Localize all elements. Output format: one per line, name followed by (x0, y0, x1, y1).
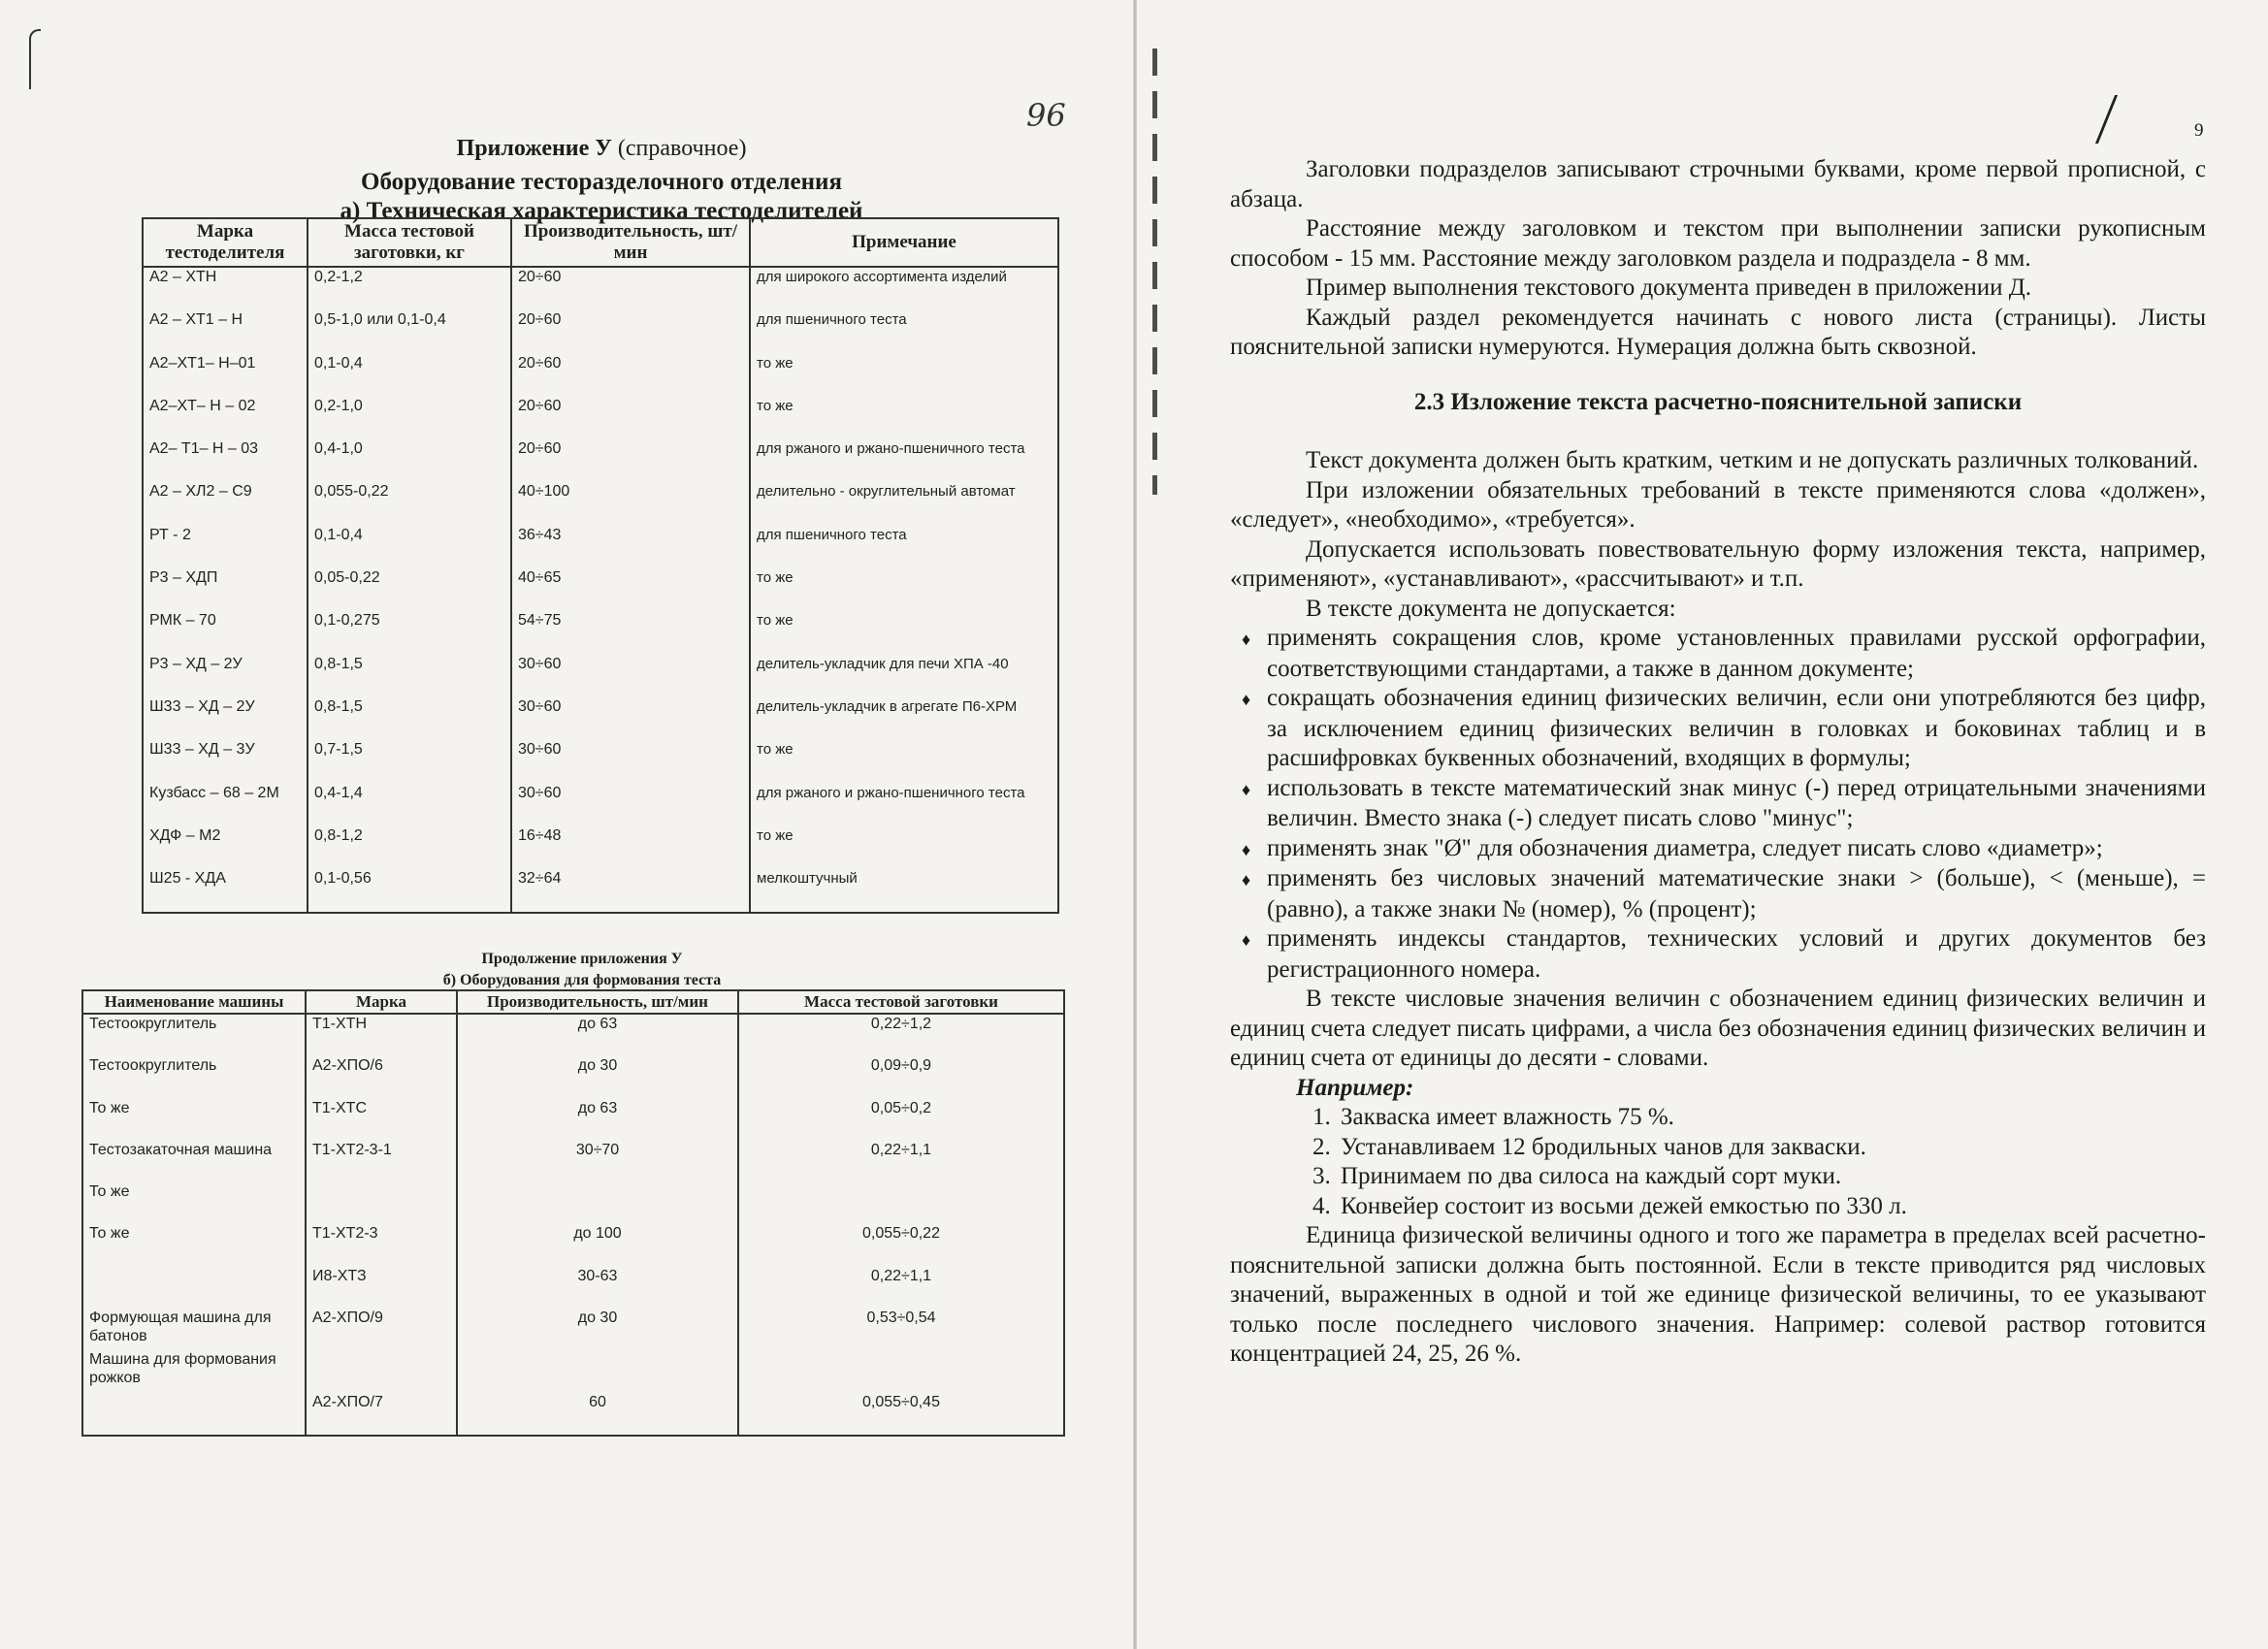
table-cell-name (82, 1267, 306, 1309)
table-cell-note: то же (750, 740, 1058, 783)
dough-divider-table (142, 217, 1059, 914)
table-row (143, 439, 1058, 482)
paragraph: Расстояние между заголовком и текстом при выполнении записки рукописным способом - 15 мм. Расстояние между заголовком раздела и подраздела - 8 мм. (1230, 215, 2206, 272)
bullet-item: ♦ применять без числовых значений математические знаки > (больше), < (меньше), = (равно), а также знаки № (номер), % (процент); (1230, 864, 2206, 924)
table-row (82, 1267, 1064, 1309)
table-cell-note: делительно - округлительный автомат (750, 482, 1058, 525)
table-cell-perf: 40÷100 (511, 482, 750, 525)
table-cell-mark: РМК – 70 (143, 611, 308, 654)
table-row (143, 826, 1058, 869)
table-row (82, 1224, 1064, 1266)
table-cell-mark: ХДФ – М2 (143, 826, 308, 869)
table-cell-perf: 30÷70 (457, 1141, 738, 1182)
table-header-row (82, 990, 1064, 1014)
annex-title-main: Приложение У (456, 136, 612, 161)
column-header: Наименование машины (82, 990, 306, 1014)
forming-equipment-table (81, 989, 1065, 1437)
table-cell-mass: 0,2-1,0 (308, 397, 511, 439)
table-cell-mark: А2 – ХЛ2 – С9 (143, 482, 308, 525)
table-body (82, 1014, 1064, 1436)
table-cell-note: мелкоштучный (750, 869, 1058, 913)
table-cell-mass: 0,53÷0,54 (738, 1309, 1064, 1350)
table-row (82, 1141, 1064, 1182)
table-cell-mark (306, 1182, 457, 1224)
table-cell-perf: до 30 (457, 1056, 738, 1098)
table-cell-mark: А2– Т1– Н – 03 (143, 439, 308, 482)
table-cell-mass: 0,1-0,56 (308, 869, 511, 913)
table-row (143, 611, 1058, 654)
table-cell-mark: А2 – ХТ1 – Н (143, 310, 308, 353)
table-cell-note: делитель-укладчик для печи ХПА -40 (750, 655, 1058, 697)
table-cell-mass: 0,09÷0,9 (738, 1056, 1064, 1098)
table-cell-mass: 0,05÷0,2 (738, 1099, 1064, 1141)
table-cell-mass (738, 1182, 1064, 1224)
column-header: Марка (306, 990, 457, 1014)
table-cell-note: то же (750, 611, 1058, 654)
paragraph: Каждый раздел рекомендуется начинать с нового листа (страницы). Листы пояснительной записки нумеруются. Нумерация должна быть сквозной. (1230, 304, 2206, 360)
table-cell-name: Тестоокруглитель (82, 1014, 306, 1056)
table-b-subtitle: б) Оборудования для формования теста (442, 972, 722, 988)
table-cell-mass: 0,22÷1,2 (738, 1014, 1064, 1056)
table-cell-mark: А2-ХПО/9 (306, 1309, 457, 1350)
paragraph: Заголовки подразделов записывают строчными буквами, кроме первой прописной, с абзаца. (1230, 156, 2206, 212)
example-item: 4. Конвейер состоит из восьми дежей емкостью по 330 л. (1337, 1192, 2206, 1222)
table-cell-name: Формующая машина для батонов (82, 1309, 306, 1350)
bullet-item: ♦ применять сокращения слов, кроме установленных правилами русской орфографии, соответствующими стандартами, а также в данном документе; (1230, 624, 2206, 684)
table-cell-mass: 0,2-1,2 (308, 267, 511, 310)
table-cell-perf: до 63 (457, 1099, 738, 1141)
example-item: 1. Закваска имеет влажность 75 %. (1337, 1103, 2206, 1133)
table-cell-mass: 0,22÷1,1 (738, 1267, 1064, 1309)
table-row (82, 1350, 1064, 1392)
table-cell-mass: 0,055-0,22 (308, 482, 511, 525)
example-item: 3. Принимаем по два силоса на каждый сорт муки. (1337, 1162, 2206, 1192)
column-header: Производительность, шт/мин (457, 990, 738, 1014)
table-cell-note: для пшеничного теста (750, 526, 1058, 568)
table-cell-mass: 0,22÷1,1 (738, 1141, 1064, 1182)
table-row (143, 869, 1058, 913)
table-cell-mark: А2 – ХТН (143, 267, 308, 310)
table-row (143, 697, 1058, 740)
continuation-title: Продолжение приложения У (481, 951, 683, 967)
table-cell-name (82, 1393, 306, 1436)
table-cell-perf: до 100 (457, 1224, 738, 1266)
section-title: 2.3 Изложение текста расчетно-пояснительной записки (1413, 388, 2023, 415)
table-cell-perf: 30-63 (457, 1267, 738, 1309)
bullet-item: ♦ применять индексы стандартов, технических условий и других документов без регистрационного номера. (1230, 924, 2206, 985)
table-cell-mark: Р3 – ХДП (143, 568, 308, 611)
table-cell-name: Машина для формования рожков (82, 1350, 306, 1392)
table-cell-mass: 0,8-1,2 (308, 826, 511, 869)
table-cell-note: то же (750, 568, 1058, 611)
table-cell-name: То же (82, 1182, 306, 1224)
table-cell-perf: 32÷64 (511, 869, 750, 913)
table-cell-mark: А2–ХТ1– Н–01 (143, 354, 308, 397)
table-cell-mark: Т1-ХТ2-3 (306, 1224, 457, 1266)
table-cell-note: для пшеничного теста (750, 310, 1058, 353)
table-row (82, 1309, 1064, 1350)
table-body (143, 267, 1058, 913)
table-cell-note: для ржаного и ржано-пшеничного теста (750, 784, 1058, 826)
table-cell-note: то же (750, 397, 1058, 439)
table-row (143, 354, 1058, 397)
table-a-subtitle: а) Техническая характеристика тестоделителей (340, 198, 863, 224)
table-row (143, 310, 1058, 353)
table-cell-name: Тестозакаточная машина (82, 1141, 306, 1182)
table-cell-note: то же (750, 354, 1058, 397)
table-cell-mass: 0,1-0,275 (308, 611, 511, 654)
paragraph: Текст документа должен быть кратким, четким и не допускать различных толкований. (1306, 447, 2199, 473)
table-cell-perf (457, 1350, 738, 1392)
table-cell-perf (457, 1182, 738, 1224)
table-cell-perf: 16÷48 (511, 826, 750, 869)
table-cell-perf: до 30 (457, 1309, 738, 1350)
table-cell-mark: Т1-ХТС (306, 1099, 457, 1141)
table-cell-perf: 54÷75 (511, 611, 750, 654)
table-row (143, 267, 1058, 310)
table-row (82, 1393, 1064, 1436)
table-cell-perf: 20÷60 (511, 310, 750, 353)
table-cell-mark: Т1-ХТН (306, 1014, 457, 1056)
paragraph: Допускается использовать повествовательную форму изложения текста, например, «применяют», «устанавливают», «рассчитывают» и т.п. (1230, 535, 2206, 592)
table-cell-mark: А2–ХТ– Н – 02 (143, 397, 308, 439)
table-cell-mark (306, 1350, 457, 1392)
table-cell-mark: РТ - 2 (143, 526, 308, 568)
table-row (143, 482, 1058, 525)
table-cell-mark: А2-ХПО/7 (306, 1393, 457, 1436)
table-cell-note: делитель-укладчик в агрегате П6-ХРМ (750, 697, 1058, 740)
handwritten-page-number: 96 (1026, 97, 1066, 134)
column-header: Масса тестовой заготовки, кг (308, 218, 511, 267)
table-row (143, 784, 1058, 826)
table-cell-name: Тестоокруглитель (82, 1056, 306, 1098)
table-row (143, 655, 1058, 697)
table-cell-perf: 40÷65 (511, 568, 750, 611)
annex-title (136, 136, 1067, 162)
table-row (143, 568, 1058, 611)
table-row (82, 1014, 1064, 1056)
page-number: 9 (2194, 120, 2204, 141)
paragraph: Пример выполнения текстового документа приведен в приложении Д. (1306, 275, 2032, 301)
table-cell-mass: 0,5-1,0 или 0,1-0,4 (308, 310, 511, 353)
table-cell-mark: Ш25 - ХДА (143, 869, 308, 913)
paragraph: При изложении обязательных требований в тексте применяются слова «должен», «следует», «необходимо», «требуется». (1230, 476, 2206, 533)
table-cell-note: для широкого ассортимента изделий (750, 267, 1058, 310)
example-item: 2. Устанавливаем 12 бродильных чанов для закваски. (1337, 1133, 2206, 1163)
table-cell-mark: Р3 – ХД – 2У (143, 655, 308, 697)
table-cell-mass: 0,055÷0,22 (738, 1224, 1064, 1266)
table-row (82, 1099, 1064, 1141)
table-cell-mass: 0,8-1,5 (308, 697, 511, 740)
table-cell-mark: Ш33 – ХД – 3У (143, 740, 308, 783)
paragraph: Единица физической величины одного и того же параметра в пределах всей расчетно-пояснительной записки должна быть постоянной. Если в тексте приводится ряд числовых значений, выраженных в одной и той же единице физической величины, то ее указывают только после последнего числового значения. Например: солевой раствор готовится концентрацией 24, 25, 26 %. (1230, 1222, 2206, 1367)
table-row (82, 1056, 1064, 1098)
paragraph: В тексте числовые значения величин с обозначением единиц физических величин и единиц счета следует писать цифрами, а числа без обозначения единиц физических величин и единиц счета от единицы до десяти - словами. (1230, 986, 2206, 1071)
table-header-row (143, 218, 1058, 267)
table-cell-mass: 0,4-1,4 (308, 784, 511, 826)
table-cell-perf: 30÷60 (511, 655, 750, 697)
table-cell-name: То же (82, 1099, 306, 1141)
right-page-text (1230, 155, 2206, 1370)
table-cell-mass: 0,8-1,5 (308, 655, 511, 697)
table-cell-perf: 60 (457, 1393, 738, 1436)
table-cell-mass: 0,055÷0,45 (738, 1393, 1064, 1436)
table-cell-mass: 0,4-1,0 (308, 439, 511, 482)
annex-title-note: (справочное) (617, 136, 747, 161)
paragraph: В тексте документа не допускается: (1306, 595, 1676, 622)
table-cell-note: то же (750, 826, 1058, 869)
table-cell-mass: 0,7-1,5 (308, 740, 511, 783)
table-cell-perf: до 63 (457, 1014, 738, 1056)
bullet-item: ♦ использовать в тексте математический знак минус (-) перед отрицательными значениями величин. Вместо знака (-) следует писать слово "минус"; (1230, 774, 2206, 834)
table-cell-mark: И8-ХТЗ (306, 1267, 457, 1309)
table-cell-mark: А2-ХПО/6 (306, 1056, 457, 1098)
table-cell-note: для ржаного и ржано-пшеничного теста (750, 439, 1058, 482)
table-row (143, 526, 1058, 568)
table-cell-mass: 0,1-0,4 (308, 354, 511, 397)
table-row (82, 1182, 1064, 1224)
table-cell-name: То же (82, 1224, 306, 1266)
table-cell-mark: Т1-ХТ2-3-1 (306, 1141, 457, 1182)
table-cell-perf: 20÷60 (511, 354, 750, 397)
table-cell-mark: Ш33 – ХД – 2У (143, 697, 308, 740)
table-row (143, 397, 1058, 439)
example-list (1230, 1103, 2206, 1221)
table-cell-mass: 0,05-0,22 (308, 568, 511, 611)
table-cell-perf: 30÷60 (511, 697, 750, 740)
table-cell-mass: 0,1-0,4 (308, 526, 511, 568)
example-label: Например: (1296, 1074, 1414, 1101)
bullet-item: ♦ применять знак "Ø" для обозначения диаметра, следует писать слово «диаметр»; (1230, 834, 2206, 865)
table-row (143, 740, 1058, 783)
check-mark (2057, 95, 2118, 144)
table-cell-perf: 30÷60 (511, 740, 750, 783)
column-header: Производительность, шт/мин (511, 218, 750, 267)
table-cell-mass (738, 1350, 1064, 1392)
column-header: Масса тестовой заготовки (738, 990, 1064, 1014)
equipment-title: Оборудование тесторазделочного отделения (361, 169, 842, 195)
binding-mark (1152, 48, 1157, 495)
table-cell-perf: 20÷60 (511, 267, 750, 310)
table-cell-perf: 36÷43 (511, 526, 750, 568)
table-cell-perf: 20÷60 (511, 439, 750, 482)
column-header: Примечание (750, 218, 1058, 267)
table-cell-perf: 20÷60 (511, 397, 750, 439)
table-cell-perf: 30÷60 (511, 784, 750, 826)
table-cell-mark: Кузбасс – 68 – 2М (143, 784, 308, 826)
column-header: Марка тестоделителя (143, 218, 308, 267)
bullet-item: ♦ сокращать обозначения единиц физических величин, если они употребляются без цифр, за исключением единиц физических величин в головках и боковинах таблиц и в расшифровках буквенных обозначений, входящих в формулы; (1230, 684, 2206, 774)
